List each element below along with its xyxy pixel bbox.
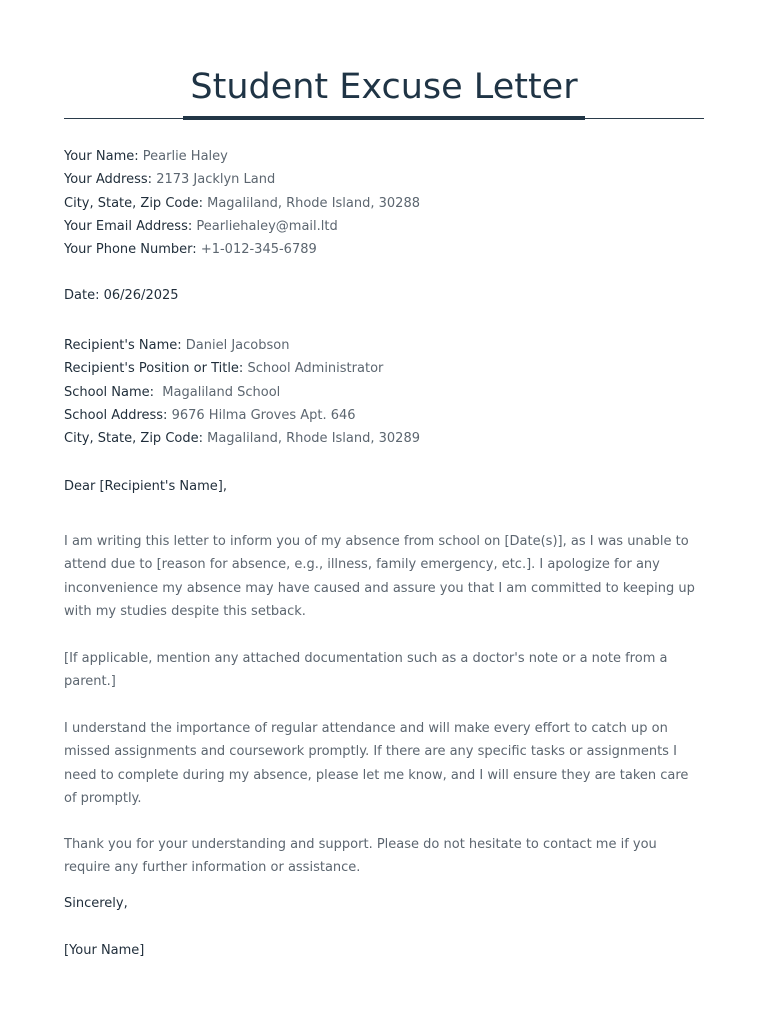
school-address-row <box>64 404 704 427</box>
field-value: Pearlie Haley <box>142 149 228 164</box>
field-label: Recipient's Position or Title: <box>64 361 244 377</box>
field-value: +1-012-345-6789 <box>200 242 317 258</box>
field-value: Magaliland, Rhode Island, 30288 <box>207 195 420 211</box>
salutation: Dear [Recipient's Name], <box>64 479 227 494</box>
body-paragraph-2: [If applicable, mention any attached documentation such as a doctor's note or a note from a parent.] <box>64 651 668 690</box>
field-value: Daniel Jacobson <box>185 338 290 353</box>
signature: [Your Name] <box>64 943 145 958</box>
sender-phone-row <box>64 238 704 261</box>
sender-city-row <box>64 192 704 215</box>
school-name-row <box>64 381 704 404</box>
field-label: School Name: <box>64 384 155 400</box>
field-value: 2173 Jacklyn Land <box>156 172 276 188</box>
field-value: Magaliland, Rhode Island, 30289 <box>207 431 420 447</box>
recipient-info <box>64 334 704 450</box>
field-label: City, State, Zip Code: <box>64 431 203 447</box>
field-label: School Address: <box>64 407 168 423</box>
field-value: 9676 Hilma Groves Apt. 646 <box>171 407 356 423</box>
recipient-city-row <box>64 427 704 450</box>
recipient-name-row <box>64 334 704 357</box>
field-label: Your Name: <box>64 149 139 164</box>
sender-name-row <box>64 145 704 168</box>
date-value: 06/26/2025 <box>103 288 179 303</box>
closing: Sincerely, <box>64 896 128 911</box>
field-label: Your Phone Number: <box>64 242 197 258</box>
field-label: City, State, Zip Code: <box>64 195 203 211</box>
body-paragraph-3: I understand the importance of regular attendance and will make every effort to catch up on missed assignments and coursework promptly. If there are any specific tasks or assignments I need to complete during my absence, please let me know, and I will ensure they are taken care of promptly. <box>64 721 689 806</box>
sender-address-row <box>64 168 704 191</box>
field-label: Your Address: <box>64 172 153 188</box>
sender-info <box>64 145 704 261</box>
field-value: School Administrator <box>247 361 384 377</box>
recipient-position-row <box>64 357 704 380</box>
date-row <box>64 284 704 307</box>
body-paragraph-1: I am writing this letter to inform you of my absence from school on [Date(s)], as I was unable to attend due to [reason for absence, e.g., illness, family emergency, etc.]. I apologize for any inconvenience my absence may have caused and assure you that I am committed to keeping up with my studies despite this setback. <box>64 534 695 619</box>
field-label: Recipient's Name: <box>64 338 182 353</box>
title-accent-bar <box>183 116 585 120</box>
field-value: Pearliehaley@mail.ltd <box>196 218 338 234</box>
date-label: Date: <box>64 288 100 303</box>
field-value: Magaliland School <box>158 384 281 400</box>
body-paragraph-4: Thank you for your understanding and support. Please do not hesitate to contact me if you require any further information or assistance. <box>64 837 657 876</box>
sender-email-row <box>64 215 704 238</box>
document-title: Student Excuse Letter <box>190 67 578 107</box>
field-label: Your Email Address: <box>64 218 193 234</box>
